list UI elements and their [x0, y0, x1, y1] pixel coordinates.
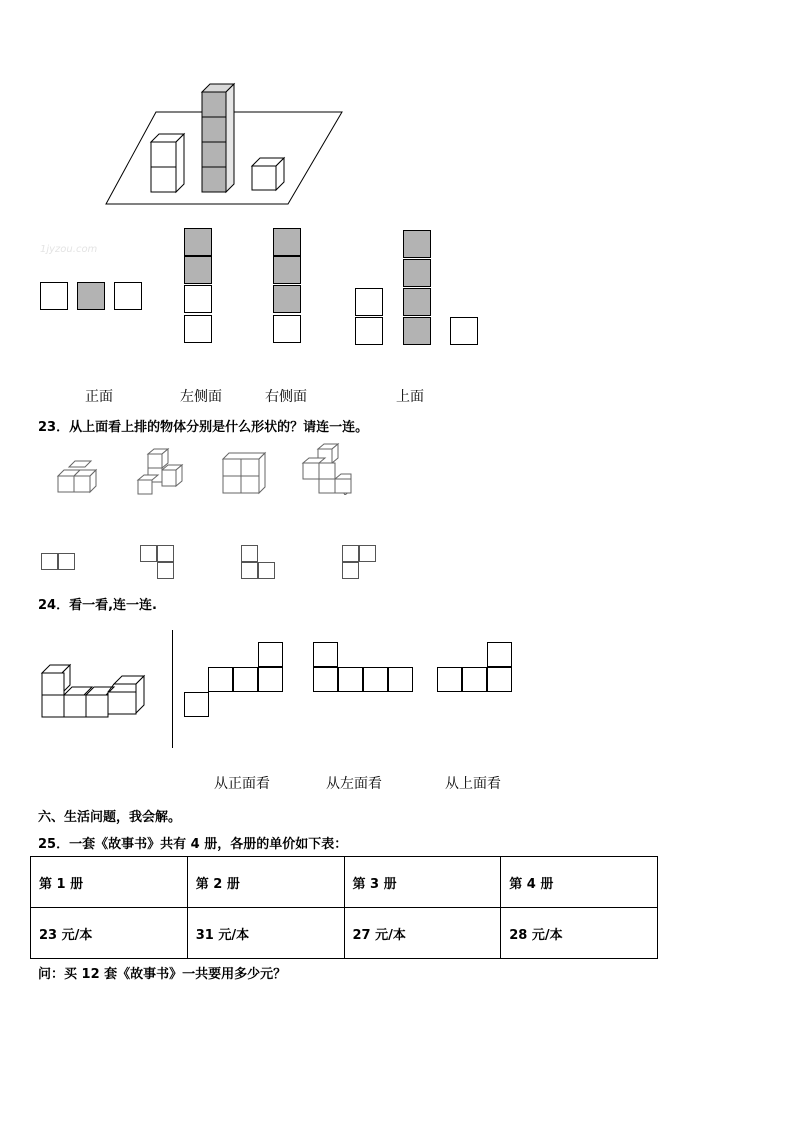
- view-square: [313, 642, 338, 667]
- view-square: [58, 553, 75, 570]
- view-square: [403, 317, 431, 345]
- view-square: [487, 667, 512, 692]
- q24-label-left: 从左面看: [326, 776, 382, 792]
- table-header-cell: 第 2 册: [187, 857, 344, 908]
- view-square: [403, 288, 431, 316]
- section6-title: 六、生活问题，我会解。: [38, 810, 182, 825]
- view-square: [355, 288, 383, 316]
- view-label-top: 上面: [396, 389, 424, 405]
- view-square: [273, 315, 301, 343]
- view-square: [40, 282, 68, 310]
- view-square: [342, 545, 359, 562]
- q25-question: 问：买 12 套《故事书》一共要用多少元？: [38, 967, 287, 982]
- view-square: [487, 642, 512, 667]
- watermark: 1jyzou.com: [40, 244, 98, 255]
- q23-text: 23．从上面看上排的物体分别是什么形状的？请连一连。: [38, 420, 369, 435]
- view-square: [273, 285, 301, 313]
- view-square: [140, 545, 157, 562]
- table-header-cell: 第 4 册: [501, 857, 658, 908]
- q24-text: 24．看一看,连一连.: [38, 598, 157, 613]
- q23-solid-4: [300, 443, 356, 495]
- view-square: [241, 545, 258, 562]
- view-square: [355, 317, 383, 345]
- view-square: [184, 692, 209, 717]
- view-square: [258, 562, 275, 579]
- table-header-cell: 第 3 册: [344, 857, 501, 908]
- q23-solid-1: [55, 458, 105, 494]
- view-square: [450, 317, 478, 345]
- view-square: [388, 667, 413, 692]
- q24-solid: [40, 660, 155, 720]
- view-square: [313, 667, 338, 692]
- view-square: [338, 667, 363, 692]
- q23-solid-3: [220, 450, 270, 496]
- table-row: [31, 908, 658, 959]
- view-square: [77, 282, 105, 310]
- view-square: [403, 259, 431, 287]
- q25-text: 25．一套《故事书》共有 4 册，各册的单价如下表：: [38, 837, 348, 852]
- view-label-left: 左侧面: [180, 389, 222, 405]
- table-header-row: [31, 857, 658, 908]
- view-square: [114, 282, 142, 310]
- view-square: [363, 667, 388, 692]
- view-square: [184, 285, 212, 313]
- view-square: [41, 553, 58, 570]
- q24-label-front: 从正面看: [214, 776, 270, 792]
- view-label-right: 右侧面: [265, 389, 307, 405]
- table-header-cell: 第 1 册: [31, 857, 188, 908]
- view-square: [233, 667, 258, 692]
- view-square: [258, 642, 283, 667]
- table-cell: 27 元/本: [344, 908, 501, 959]
- q24-label-top: 从上面看: [445, 776, 501, 792]
- view-square: [184, 256, 212, 284]
- table-cell: 23 元/本: [31, 908, 188, 959]
- divider-line: [172, 630, 173, 748]
- view-square: [157, 562, 174, 579]
- view-square: [359, 545, 376, 562]
- view-square: [462, 667, 487, 692]
- view-square: [258, 667, 283, 692]
- table-cell: 31 元/本: [187, 908, 344, 959]
- view-square: [208, 667, 233, 692]
- view-square: [342, 562, 359, 579]
- view-square: [403, 230, 431, 258]
- table-cell: 28 元/本: [501, 908, 658, 959]
- view-square: [273, 256, 301, 284]
- view-square: [184, 315, 212, 343]
- view-square: [184, 228, 212, 256]
- view-square: [437, 667, 462, 692]
- view-square: [157, 545, 174, 562]
- q23-solid-2: [135, 448, 187, 496]
- view-label-front: 正面: [85, 389, 113, 405]
- view-square: [241, 562, 258, 579]
- view-square: [273, 228, 301, 256]
- cube-platform-figure: [100, 80, 350, 210]
- price-table: [30, 856, 658, 959]
